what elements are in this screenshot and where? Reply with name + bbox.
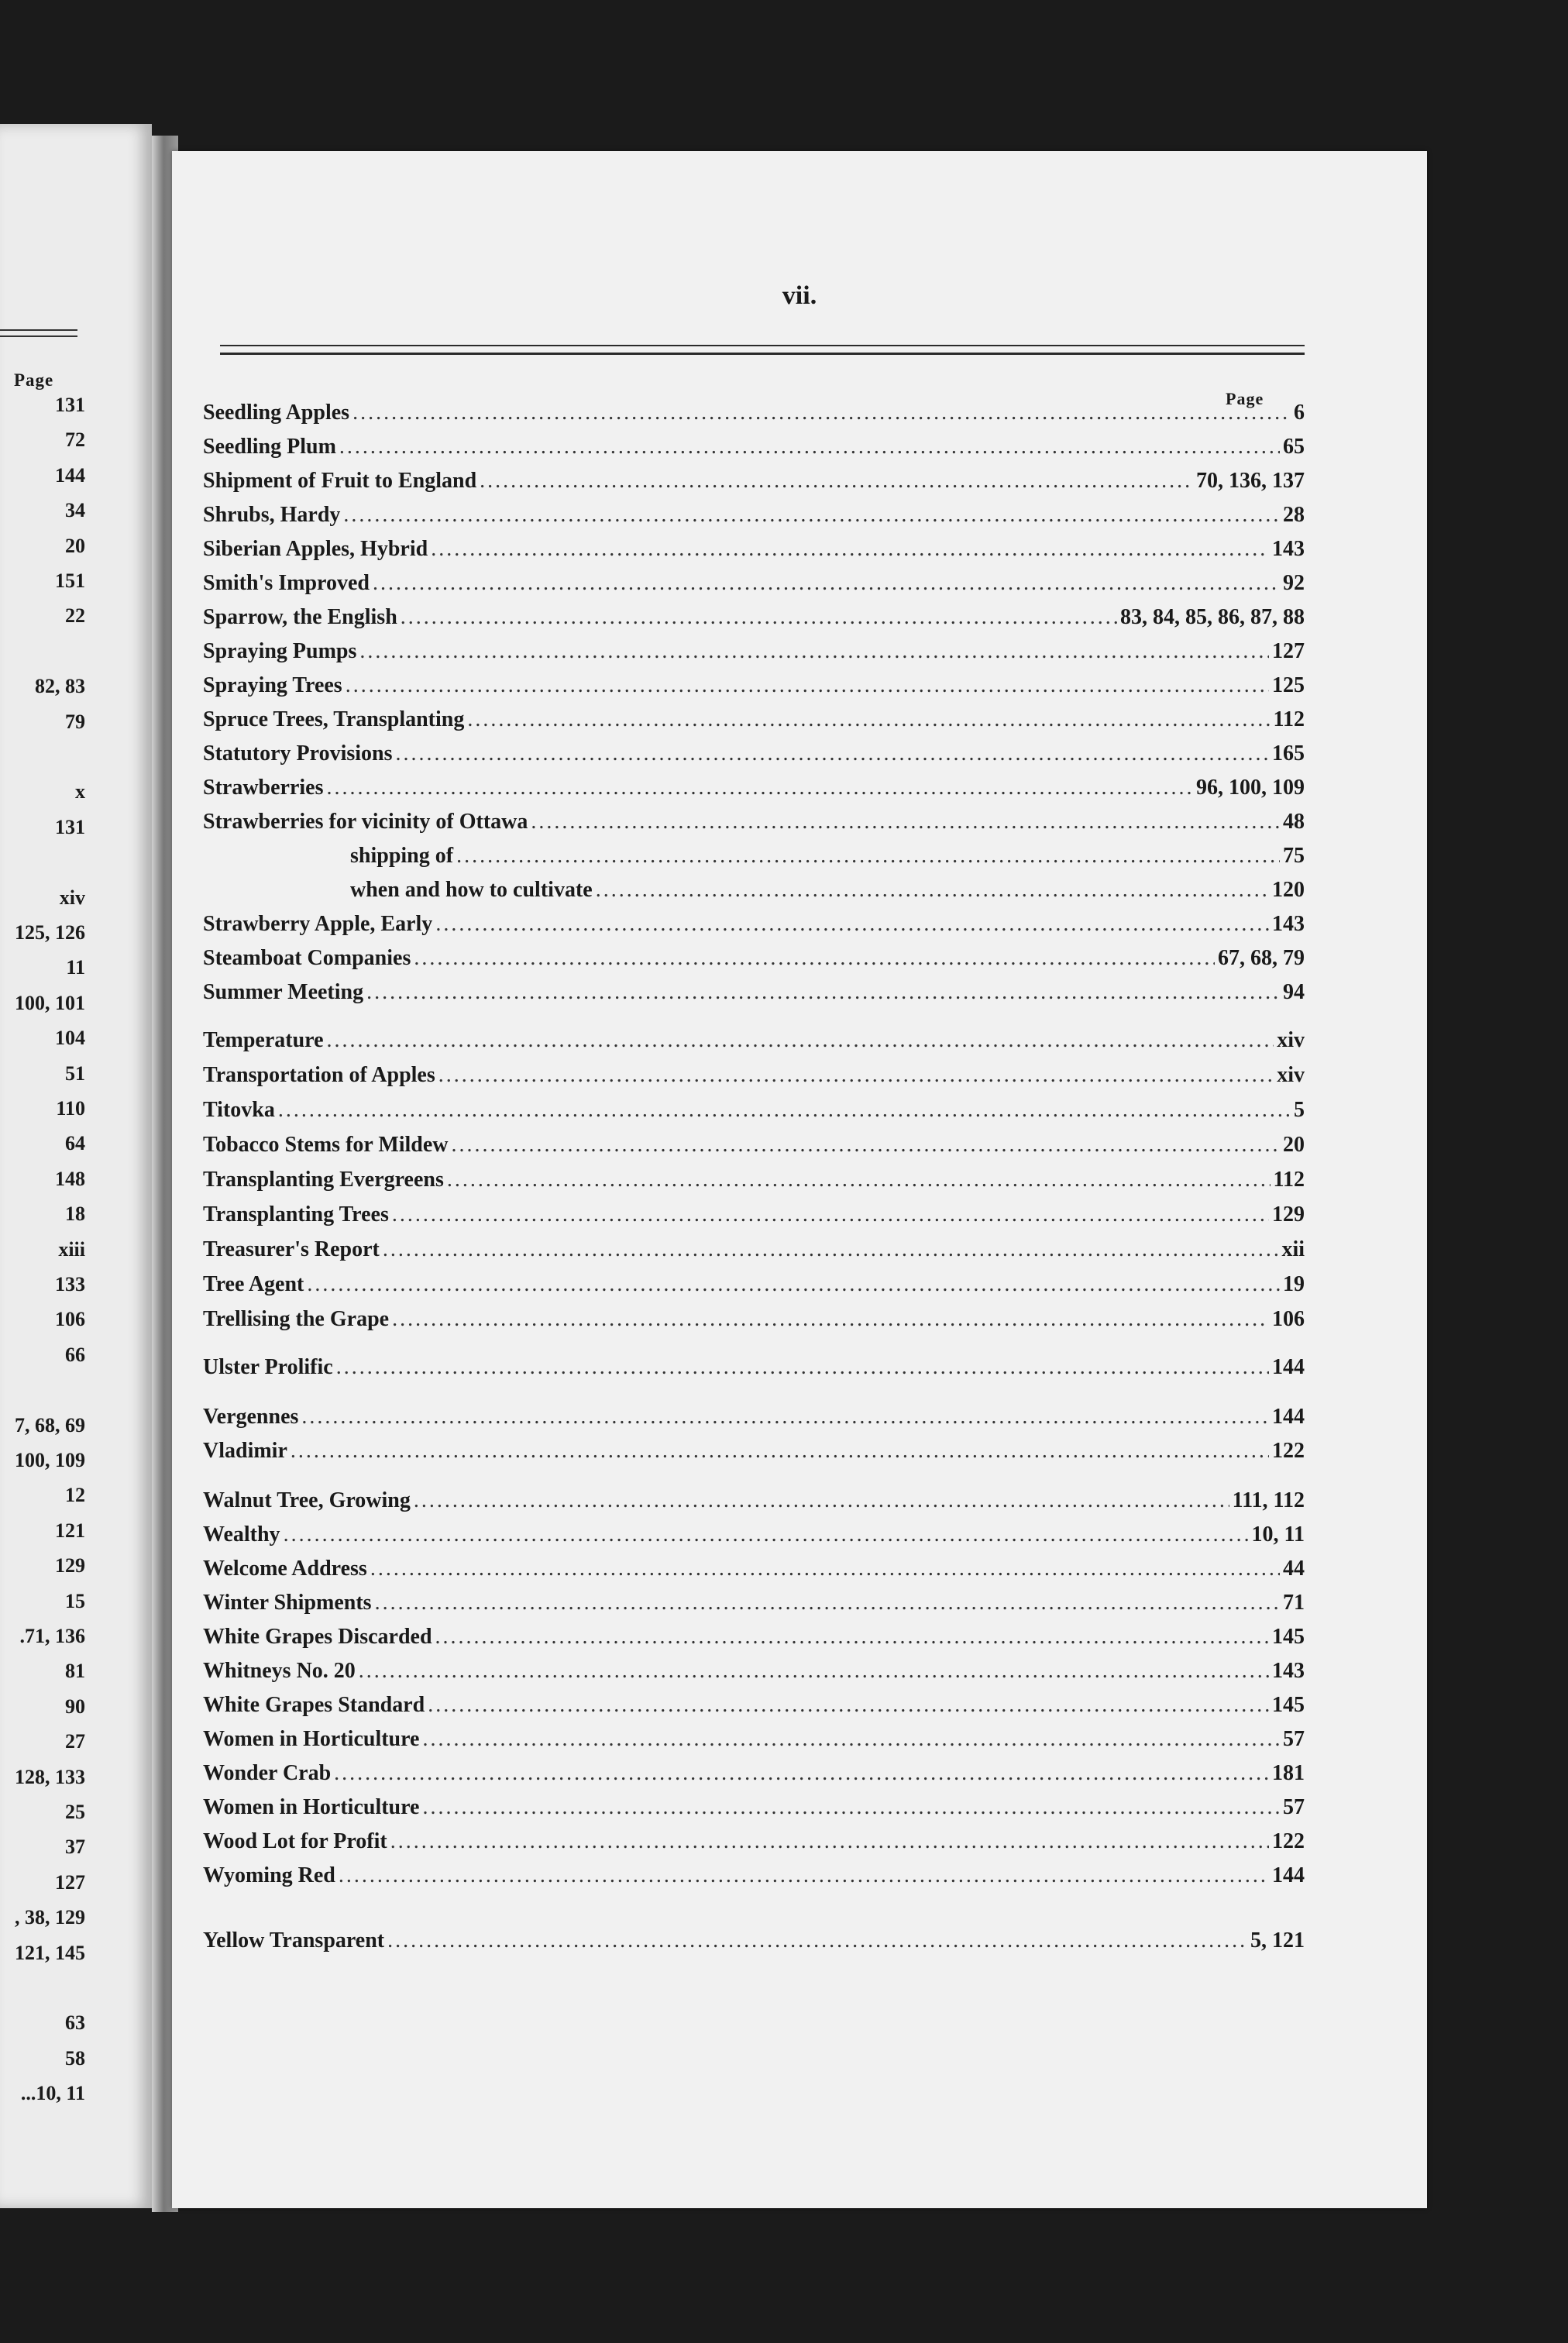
entry-pages: 145 — [1272, 1693, 1305, 1717]
index-entry — [203, 810, 1305, 844]
left-page-entry: 64 — [65, 1132, 85, 1155]
leader-dots — [422, 1727, 1280, 1752]
entry-pages: 67, 68, 79 — [1218, 946, 1305, 970]
entry-pages: 65 — [1283, 435, 1305, 459]
index-entry — [203, 1693, 1305, 1727]
entry-title: Spraying Trees — [203, 673, 342, 697]
left-page-entry: 11 — [66, 956, 85, 979]
index-entry — [203, 605, 1305, 639]
entry-pages: 122 — [1272, 1439, 1305, 1463]
leader-dots — [307, 1272, 1280, 1297]
entry-pages: 143 — [1272, 1659, 1305, 1683]
index-entry — [203, 1863, 1305, 1897]
left-page-entry: 90 — [65, 1694, 85, 1718]
left-page-entry: 144 — [55, 463, 85, 487]
leader-dots — [359, 1659, 1269, 1684]
index-entry — [203, 1557, 1305, 1591]
entry-pages: 96, 100, 109 — [1196, 776, 1305, 800]
entry-title: Treasurer's Report — [203, 1237, 380, 1261]
left-page-entry: 25 — [65, 1801, 85, 1823]
entry-title: Seedling Apples — [203, 401, 350, 425]
leader-dots — [327, 1028, 1274, 1053]
entry-pages: xii — [1281, 1237, 1305, 1261]
left-page-entry: 131 — [55, 394, 85, 416]
entry-title: White Grapes Discarded — [203, 1625, 432, 1649]
entry-pages: 10, 11 — [1251, 1522, 1305, 1547]
left-page-entry: 131 — [55, 815, 85, 838]
leader-dots — [401, 605, 1117, 630]
left-page-entry: ...10, 11 — [20, 2082, 85, 2105]
leader-dots — [359, 639, 1269, 664]
index-entry — [203, 503, 1305, 537]
leader-dots — [366, 980, 1280, 1005]
leader-dots — [447, 1168, 1271, 1192]
index-entry — [203, 639, 1305, 673]
left-page-entry: 72 — [65, 428, 85, 452]
left-page-entry: 82, 83 — [35, 675, 85, 698]
leader-dots — [390, 1829, 1269, 1854]
index-entry — [203, 1795, 1305, 1829]
entry-pages: 129 — [1272, 1202, 1305, 1227]
entry-title: White Grapes Standard — [203, 1693, 425, 1717]
leader-dots — [452, 1133, 1280, 1158]
entry-pages: 106 — [1272, 1307, 1305, 1331]
entry-title: Vladimir — [203, 1439, 287, 1463]
entry-pages: 144 — [1272, 1355, 1305, 1379]
entry-title: Ulster Prolific — [203, 1355, 333, 1379]
entry-pages: 20 — [1283, 1133, 1305, 1157]
index-entry — [203, 707, 1305, 741]
index-entry — [203, 1098, 1305, 1132]
entry-pages: xiv — [1277, 1028, 1305, 1052]
left-page-entry: 27 — [65, 1730, 85, 1753]
entry-title: Wonder Crab — [203, 1761, 332, 1785]
leader-dots — [339, 1863, 1269, 1888]
left-page-rule — [0, 329, 77, 337]
entry-pages: 112 — [1273, 1168, 1305, 1192]
entry-title: Tobacco Stems for Mildew — [203, 1133, 449, 1157]
left-page-entry: 100, 109 — [15, 1449, 85, 1471]
left-page-entry: xiv — [59, 886, 85, 909]
leader-dots — [327, 776, 1193, 800]
leader-dots — [414, 946, 1215, 971]
left-page-entry: 121, 145 — [15, 1941, 85, 1964]
entry-pages: 44 — [1283, 1557, 1305, 1581]
left-page-entry: 22 — [65, 604, 85, 628]
index-entry — [203, 1829, 1305, 1863]
entry-title: Tree Agent — [203, 1272, 304, 1296]
left-page-entry: 104 — [55, 1027, 85, 1050]
index-entry — [203, 1591, 1305, 1625]
index-entry — [203, 1133, 1305, 1167]
leader-dots — [414, 1488, 1229, 1513]
index-entry — [203, 1625, 1305, 1659]
entry-title: Siberian Apples, Hybrid — [203, 537, 428, 561]
entry-pages: 94 — [1283, 980, 1305, 1004]
left-page-entry: 127 — [55, 1870, 85, 1894]
leader-dots — [387, 1928, 1247, 1953]
entry-pages: 144 — [1272, 1863, 1305, 1887]
entry-title: Spraying Pumps — [203, 639, 357, 663]
leader-dots — [375, 1591, 1280, 1615]
left-page-entry: 148 — [55, 1167, 85, 1190]
left-page-entry: 34 — [65, 499, 85, 522]
left-page-entry: 110 — [56, 1097, 85, 1120]
index-entry — [203, 844, 1305, 878]
entry-title: Winter Shipments — [203, 1591, 372, 1615]
index-entry — [203, 980, 1305, 1014]
entry-pages: 75 — [1283, 844, 1305, 868]
index-entry — [203, 435, 1305, 469]
left-page-entry: 129 — [55, 1554, 85, 1577]
leader-dots — [383, 1237, 1279, 1262]
left-page-entry: 58 — [65, 2046, 85, 2069]
entry-title: Spruce Trees, Transplanting — [203, 707, 465, 731]
entry-title: shipping of — [350, 844, 454, 868]
left-page-entry: 12 — [65, 1484, 85, 1507]
index-entry — [203, 1063, 1305, 1097]
entry-pages: 165 — [1272, 741, 1305, 766]
left-page-entry: , 38, 129 — [15, 1906, 85, 1929]
leader-dots — [392, 1307, 1269, 1332]
left-page-entry: 125, 126 — [15, 921, 85, 944]
left-page-entry: xiii — [58, 1237, 85, 1261]
index-entry — [203, 912, 1305, 946]
index-entry — [203, 1727, 1305, 1761]
left-page-entry: 15 — [65, 1589, 85, 1612]
leader-dots — [373, 571, 1280, 596]
index-entry — [203, 1659, 1305, 1693]
entry-title: Summer Meeting — [203, 980, 364, 1004]
entry-pages: 120 — [1272, 878, 1305, 902]
index-entry — [203, 1202, 1305, 1237]
entry-pages: 19 — [1283, 1272, 1305, 1296]
entry-title: Strawberry Apple, Early — [203, 912, 433, 936]
index-entry — [203, 1307, 1305, 1341]
left-page-entry: x — [75, 780, 85, 803]
entry-pages: 145 — [1272, 1625, 1305, 1649]
entry-title: Temperature — [203, 1028, 324, 1052]
entry-pages: 70, 136, 137 — [1196, 469, 1305, 493]
entry-title: Steamboat Companies — [203, 946, 411, 970]
index-entry — [203, 741, 1305, 776]
entry-pages: 122 — [1272, 1829, 1305, 1853]
entry-title: when and how to cultivate — [350, 878, 593, 902]
left-page-entry: 37 — [65, 1836, 85, 1859]
index-entry — [203, 1355, 1305, 1389]
left-page-entry: 51 — [65, 1061, 85, 1085]
left-page-entry: 121 — [55, 1519, 85, 1542]
left-page-entry: 128, 133 — [15, 1765, 85, 1788]
leader-dots — [435, 912, 1269, 937]
entry-pages: 6 — [1294, 401, 1305, 425]
left-page-entry: 100, 101 — [15, 991, 85, 1014]
leader-dots — [334, 1761, 1269, 1786]
entry-pages: 111, 112 — [1232, 1488, 1305, 1512]
leader-dots — [336, 1355, 1269, 1380]
left-page-entry: 133 — [55, 1273, 85, 1295]
index-entry — [203, 571, 1305, 605]
left-page-entry: 81 — [65, 1660, 85, 1683]
index-entry — [203, 1439, 1305, 1473]
leader-dots — [278, 1098, 1291, 1123]
index-entry — [203, 1237, 1305, 1271]
entry-title: Transportation of Apples — [203, 1063, 435, 1087]
entry-pages: 181 — [1272, 1761, 1305, 1785]
entry-title: Smith's Improved — [203, 571, 370, 595]
entry-title: Sparrow, the English — [203, 605, 397, 629]
index-entry — [203, 1761, 1305, 1795]
entry-title: Wealthy — [203, 1522, 280, 1547]
leader-dots — [284, 1522, 1249, 1547]
leader-dots — [431, 537, 1269, 562]
left-page-entry: 18 — [65, 1202, 85, 1226]
leader-dots — [396, 741, 1270, 766]
leader-dots — [456, 844, 1280, 869]
entry-title: Transplanting Trees — [203, 1202, 389, 1227]
entry-title: Strawberries — [203, 776, 324, 800]
page-number: vii. — [782, 281, 817, 310]
leader-dots — [343, 503, 1280, 528]
entry-pages: 57 — [1283, 1727, 1305, 1751]
entry-title: Wyoming Red — [203, 1863, 335, 1887]
entry-pages: 5 — [1294, 1098, 1305, 1122]
entry-title: Women in Horticulture — [203, 1795, 420, 1819]
index-entry — [203, 673, 1305, 707]
leader-dots — [480, 469, 1193, 494]
entry-title: Wood Lot for Profit — [203, 1829, 387, 1853]
left-page-entry: 20 — [65, 534, 85, 557]
entry-pages: 83, 84, 85, 86, 87, 88 — [1120, 605, 1305, 629]
leader-dots — [438, 1063, 1274, 1088]
leader-dots — [339, 435, 1280, 459]
index-entry — [203, 1488, 1305, 1522]
entry-title: Trellising the Grape — [203, 1307, 390, 1331]
header-rule — [220, 345, 1305, 355]
entry-title: Yellow Transparent — [203, 1928, 385, 1952]
left-page-entry: 66 — [65, 1343, 85, 1366]
entry-title: Women in Horticulture — [203, 1727, 420, 1751]
entry-pages: 92 — [1283, 571, 1305, 595]
entry-pages: 28 — [1283, 503, 1305, 527]
index-entry — [203, 537, 1305, 571]
left-page-header: Page — [14, 370, 54, 390]
leader-dots — [435, 1625, 1269, 1650]
leader-dots — [370, 1557, 1280, 1581]
entry-title: Shipment of Fruit to England — [203, 469, 477, 493]
index-page — [172, 151, 1427, 2208]
left-page-entry: 151 — [55, 569, 85, 592]
entry-pages: 125 — [1272, 673, 1305, 697]
entry-title: Transplanting Evergreens — [203, 1168, 444, 1192]
entry-pages: 112 — [1273, 707, 1305, 731]
index-entry — [203, 946, 1305, 980]
entry-title: Whitneys No. 20 — [203, 1659, 356, 1683]
index-entry — [203, 401, 1305, 435]
left-page-entry: 79 — [65, 710, 85, 733]
index-entry — [203, 776, 1305, 810]
page-column-header: Page — [1226, 389, 1264, 408]
leader-dots — [352, 401, 1291, 425]
index-entry — [203, 1028, 1305, 1062]
entry-title: Shrubs, Hardy — [203, 503, 341, 527]
leader-dots — [301, 1405, 1269, 1430]
left-page-entry: 63 — [65, 2011, 85, 2035]
entry-title: Vergennes — [203, 1405, 299, 1429]
index-entry — [203, 1522, 1305, 1557]
entry-pages: 48 — [1283, 810, 1305, 834]
entry-pages: 127 — [1272, 639, 1305, 663]
entry-pages: 57 — [1283, 1795, 1305, 1819]
index-entry — [203, 1272, 1305, 1306]
index-entry — [203, 469, 1305, 503]
entry-pages: 143 — [1272, 537, 1305, 561]
index-entry — [203, 1405, 1305, 1439]
entry-pages: 144 — [1272, 1405, 1305, 1429]
leader-dots — [392, 1202, 1269, 1227]
left-page-entry: 106 — [55, 1308, 85, 1331]
left-page-entry: 7, 68, 69 — [15, 1413, 85, 1436]
entry-pages: xiv — [1277, 1063, 1305, 1087]
index-entry — [203, 1168, 1305, 1202]
entry-title: Titovka — [203, 1098, 275, 1122]
left-page-entry: .71, 136 — [19, 1625, 85, 1647]
index-entry — [203, 1928, 1305, 1963]
leader-dots — [422, 1795, 1280, 1820]
entry-title: Statutory Provisions — [203, 741, 393, 766]
entry-pages: 71 — [1283, 1591, 1305, 1615]
entry-title: Welcome Address — [203, 1557, 367, 1581]
leader-dots — [428, 1693, 1269, 1718]
entry-title: Seedling Plum — [203, 435, 336, 459]
leader-dots — [531, 810, 1280, 834]
leader-dots — [596, 878, 1269, 903]
entry-pages: 5, 121 — [1250, 1928, 1305, 1952]
entry-title: Strawberries for vicinity of Ottawa — [203, 810, 528, 834]
entry-title: Walnut Tree, Growing — [203, 1488, 411, 1512]
index-entry — [203, 878, 1305, 912]
leader-dots — [291, 1439, 1269, 1464]
leader-dots — [467, 707, 1270, 732]
entry-pages: 143 — [1272, 912, 1305, 936]
leader-dots — [346, 673, 1269, 698]
